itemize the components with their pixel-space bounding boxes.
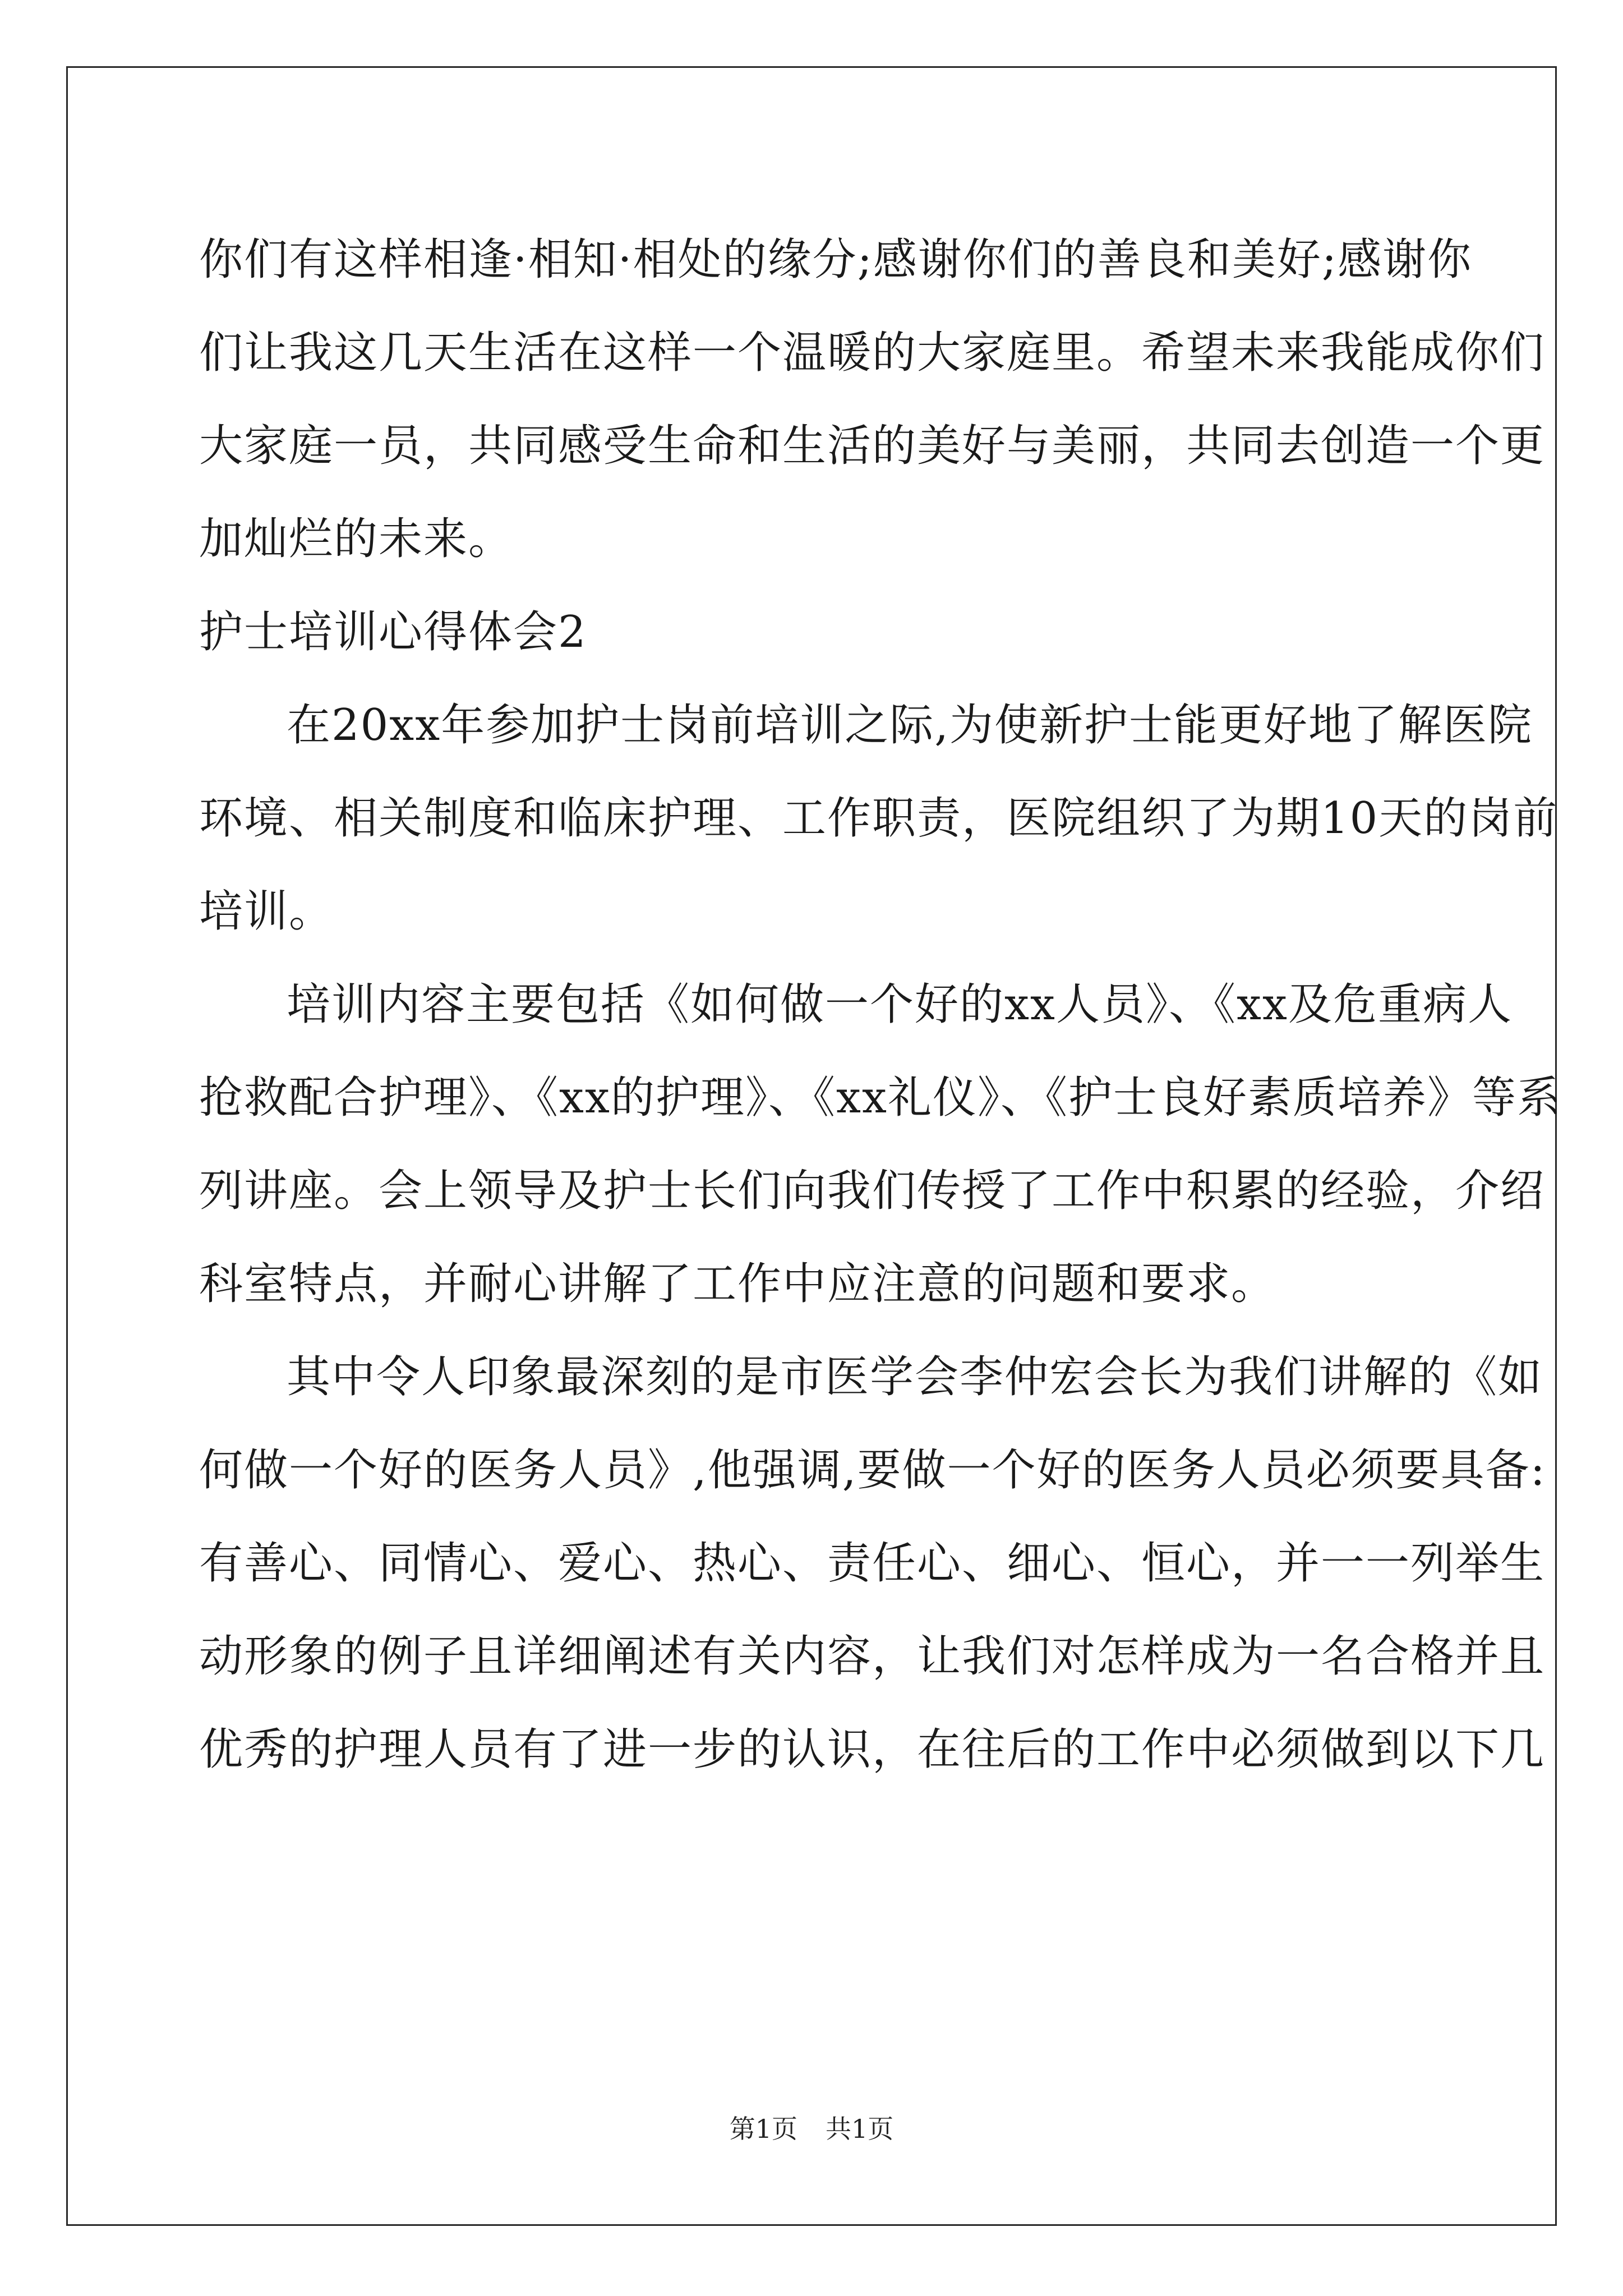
text-line: 在20xx年参加护士岗前培训之际,为使新护士能更好地了解医院	[287, 700, 1533, 751]
text-line: 其中令人印象最深刻的是市医学会李仲宏会长为我们讲解的《如	[287, 1352, 1543, 1402]
text-line: 大家庭一员，共同感受生命和生活的美好与美丽，共同去创造一个更	[199, 421, 1546, 471]
section-heading: 护士培训心得体会2	[199, 607, 587, 657]
page-footer	[0, 2112, 1623, 2146]
text-line: 动形象的例子且详细阐述有关内容，让我们对怎样成为一名合格并且	[199, 1631, 1546, 1682]
document-body	[199, 213, 1562, 1796]
text-line: 培训。	[199, 886, 334, 937]
text-line: 培训内容主要包括《如何做一个好的xx人员》、《xx及危重病人	[287, 979, 1513, 1030]
text-line: 有善心、同情心、爱心、热心、责任心、细心、恒心，并一一列举生	[199, 1538, 1546, 1589]
page-total: 共1页	[826, 2114, 894, 2144]
text-line: 抢救配合护理》、《xx的护理》、《xx礼仪》、《护士良好素质培养》等系	[199, 1073, 1562, 1123]
text-line: 何做一个好的医务人员》,他强调,要做一个好的医务人员必须要具备:	[199, 1445, 1546, 1496]
text-line: 优秀的护理人员有了进一步的认识，在往后的工作中必须做到以下几	[199, 1724, 1546, 1775]
text-line: 科室特点，并耐心讲解了工作中应注意的问题和要求。	[199, 1259, 1276, 1309]
text-line: 们让我这几天生活在这样一个温暖的大家庭里。希望未来我能成你们	[199, 328, 1546, 378]
text-line: 环境、相关制度和临床护理、工作职责，医院组织了为期10天的岗前	[199, 793, 1559, 844]
text-line: 你们有这样相逢·相知·相处的缘分;感谢你们的善良和美好;感谢你	[199, 234, 1473, 285]
text-line: 加灿烂的未来。	[199, 514, 514, 564]
text-line: 列讲座。会上领导及护士长们向我们传授了工作中积累的经验，介绍	[199, 1166, 1546, 1216]
page-number: 第1页	[729, 2114, 797, 2144]
